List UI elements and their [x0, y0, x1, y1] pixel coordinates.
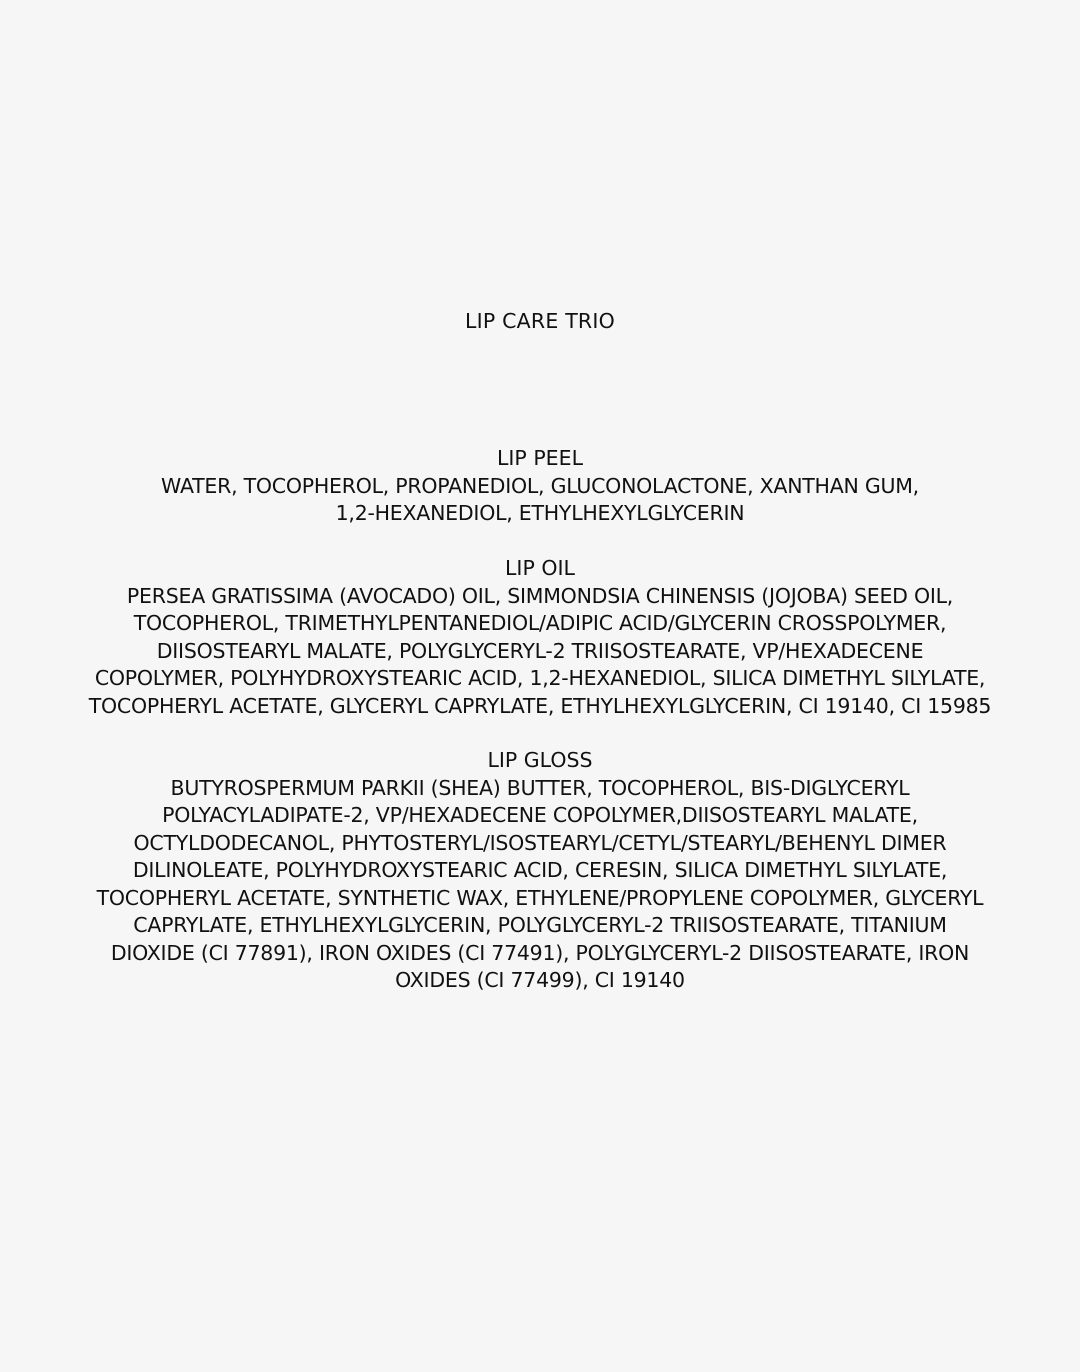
section-lip-gloss — [40, 747, 1040, 995]
ingredient-line: COPOLYMER, POLYHYDROXYSTEARIC ACID, 1,2-HEXANEDIOL, SILICA DIMETHYL SILYLATE, — [94, 666, 986, 690]
ingredient-line: DIISOSTEARYL MALATE, POLYGLYCERYL-2 TRIISOSTEARATE, VP/HEXADECENE — [156, 638, 924, 663]
ingredient-line: TOCOPHEROL, TRIMETHYLPENTANEDIOL/ADIPIC ACID/GLYCERIN CROSSPOLYMER, — [133, 611, 947, 635]
section-lip-oil — [40, 555, 1040, 720]
section-heading: LIP GLOSS — [487, 748, 593, 772]
ingredient-line: DIOXIDE (CI 77891), IRON OXIDES (CI 77491), POLYGLYCERYL-2 DIISOSTEARATE, IRON — [110, 940, 970, 965]
ingredient-line: WATER, TOCOPHEROL, PROPANEDIOL, GLUCONOLACTONE, XANTHAN GUM, — [161, 473, 919, 498]
page-title: LIP CARE TRIO — [465, 309, 615, 333]
section-heading: LIP OIL — [505, 556, 575, 580]
ingredient-line: POLYACYLADIPATE-2, VP/HEXADECENE COPOLYMER,DIISOSTEARYL MALATE, — [162, 803, 918, 827]
ingredient-line: 1,2-HEXANEDIOL, ETHYLHEXYLGLYCERIN — [335, 501, 745, 525]
section-heading: LIP PEEL — [496, 446, 584, 470]
ingredient-line: TOCOPHERYL ACETATE, GLYCERYL CAPRYLATE, ETHYLHEXYLGLYCERIN, CI 19140, CI 15985 — [88, 693, 992, 718]
ingredient-line: OCTYLDODECANOL, PHYTOSTERYL/ISOSTEARYL/CETYL/STEARYL/BEHENYL DIMER — [133, 830, 947, 855]
section-lip-peel — [40, 445, 1040, 528]
ingredient-line: CAPRYLATE, ETHYLHEXYLGLYCERIN, POLYGLYCERYL-2 TRIISOSTEARATE, TITANIUM — [133, 913, 947, 937]
ingredient-line: TOCOPHERYL ACETATE, SYNTHETIC WAX, ETHYLENE/PROPYLENE COPOLYMER, GLYCERYL — [96, 885, 984, 910]
ingredient-line: PERSEA GRATISSIMA (AVOCADO) OIL, SIMMONDSIA CHINENSIS (JOJOBA) SEED OIL, — [126, 583, 954, 608]
ingredient-line: BUTYROSPERMUM PARKII (SHEA) BUTTER, TOCOPHEROL, BIS-DIGLYCERYL — [170, 775, 910, 800]
ingredient-line: DILINOLEATE, POLYHYDROXYSTEARIC ACID, CERESIN, SILICA DIMETHYL SILYLATE, — [132, 858, 948, 882]
ingredient-line: OXIDES (CI 77499), CI 19140 — [395, 968, 685, 992]
